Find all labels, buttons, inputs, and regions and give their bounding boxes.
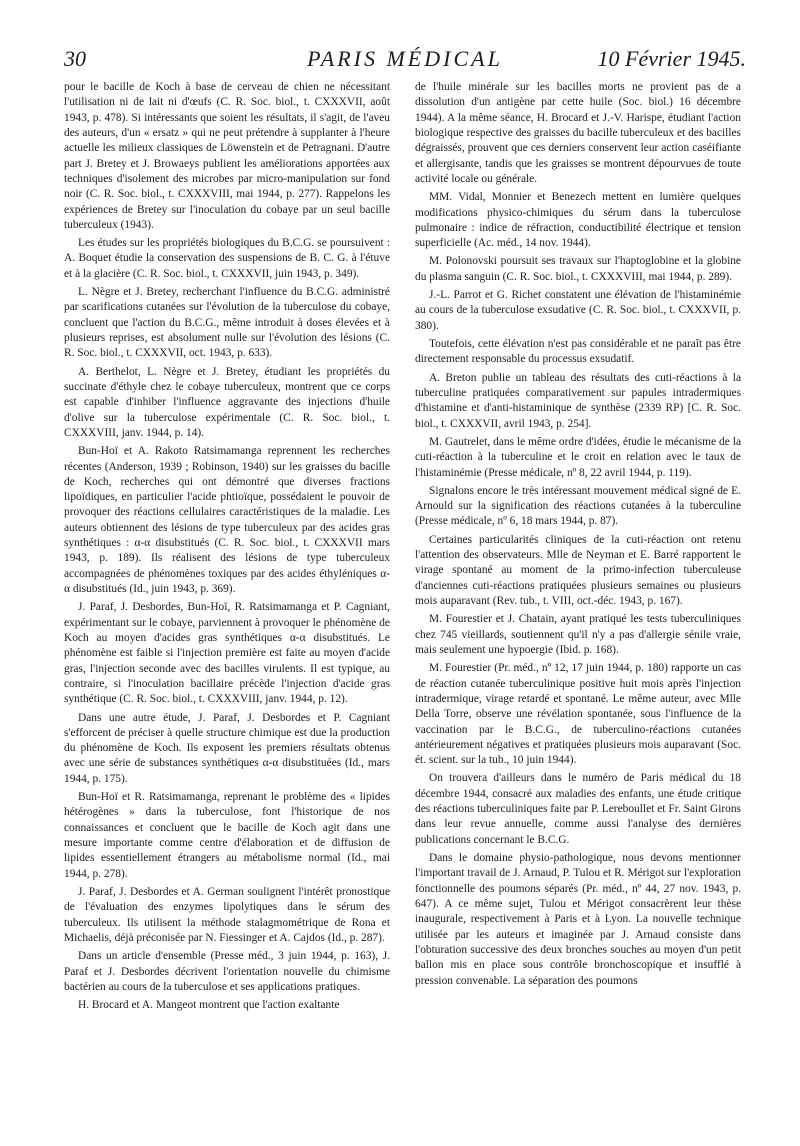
paragraph: M. Fourestier et J. Chatain, ayant pratiqué les tests tuberculiniques chez 745 vieillards, soutiennent qu'il n'y a pas d'allergie sénile vraie, mais seulement une hypoergie (Ibid. p. 168). <box>415 613 741 656</box>
right-column <box>415 80 741 992</box>
page-header <box>64 46 746 80</box>
left-column <box>64 80 390 1016</box>
paragraph: M. Fourestier (Pr. méd., nº 12, 17 juin 1944, p. 180) rapporte un cas de réaction cutanée tuberculinique positive huit mois après l'injection intradermique, virage retardé et spontané. Le même auteur, avec Mlle Della Torre, observe une révélation spontanée, sous l'influence de la vaccination par le B.C.G., de tuberculino-réactions cutanées antérieurement négatives et pratiquées plusieurs mois auparavant (Soc. ét. scient. sur la tub., 10 juin 1944). <box>415 662 741 767</box>
paragraph: Bun-Hoï et A. Rakoto Ratsimamanga reprennent les recherches récentes (Anderson, 1939 ; Robinson, 1940) sur les graisses du bacille de Koch, recherches qui ont démontré que diverses fractions lipoïdiques, en particulier l'acide phtioïque, possédaient le pouvoir de provoquer des réactions cellulaires caractéristiques de la maladie. Les auteurs obtiennent des lésions de type tuberculeux par des acides gras synthétiques : α-α disubstitués (C. R. Soc. biol., t. CXXXVII mars 1943, p. 189). Ils réalisent des lésions de type tuberculeux accompagnées de phénomènes toxiques par des acides éthyléniques α-α disubstitués (Id., juin 1943, p. 369). <box>64 445 390 595</box>
paragraph: MM. Vidal, Monnier et Benezech mettent en lumière quelques modifications physico-chimiques du sérum dans la tuberculose pulmonaire : indice de réfraction, conductibilité électrique et tension superficielle (Ac. méd., 14 nov. 1944). <box>415 191 741 250</box>
paragraph: Dans un article d'ensemble (Presse méd., 3 juin 1944, p. 163), J. Paraf et J. Desbordes décrivent l'orientation nouvelle du chimisme bactérien au cours de la tuberculose et ses applications pratiques. <box>64 950 390 993</box>
journal-title: PARIS MÉDICAL <box>307 46 503 71</box>
issue-date: 10 Février 1945. <box>597 46 746 71</box>
paragraph: L. Nègre et J. Bretey, recherchant l'influence du B.C.G. administré par scarifications cutanées sur l'évolution de la tuberculose du cobaye, concluent que l'action du B.C.G., même introduit à doses élevées et à plusieurs reprises, est absolument nulle sur l'évolution des lésions (C. R. Soc. biol., t. CXXXVII, oct. 1943, p. 633). <box>64 286 390 360</box>
paragraph: J. Paraf, J. Desbordes, Bun-Hoï, R. Ratsimamanga et P. Cagniant, expérimentant sur le cobaye, parviennent à provoquer le phénomène de Koch au moyen d'acides gras synthétiques α-α disubstitués. Le phénomène est faible si l'injection première est faite au moyen d'acide gras, l'injection seconde avec des bacilles virulents. Il est typique, au contraire, si l'inoculation bacillaire précède l'injection d'acide gras synthétique (C. R. Soc. biol., t. CXXXVIII, janv. 1944, p. 12). <box>64 601 390 706</box>
paragraph: de l'huile minérale sur les bacilles morts ne provient pas de a dissolution d'un antigène par cette huile (Soc. biol.) 16 décembre 1944). A la même séance, H. Brocard et J.-V. Harispe, étudiant l'action biologique respective des graisses du bacille tuberculeux et des bacilles dégraissés, prouvent que ces derniers conservent leur action caséifiante et allergisante, tandis que les graisses se montrent dépourvues de toute activité locale ou générale. <box>415 81 741 185</box>
paragraph: M. Gautrelet, dans le même ordre d'idées, étudie le mécanisme de la cuti-réaction à la tuberculine et le croit en relation avec le taux de l'histaminémie (Presse médicale, nº 8, 22 avril 1944, p. 119). <box>415 435 741 479</box>
paragraph: Certaines particularités cliniques de la cuti-réaction ont retenu l'attention des observateurs. Mlle de Neyman et E. Barré rapportent le virage spontané au moment de la primo-infection tuberculeuse d'anciennes cuti-réactions pratiquées plusieurs semaines ou plusieurs mois auparavant (Rev. tub., t. VIII, oct.-déc. 1943, p. 167). <box>415 533 741 607</box>
paragraph: J.-L. Parrot et G. Richet constatent une élévation de l'histaminémie au cours de la tuberculose exsudative (C. R. Soc. biol., t. CXXXVII, p. 380). <box>415 289 741 332</box>
paragraph: A. Berthelot, L. Nègre et J. Bretey, étudiant les propriétés du succinate d'éthyle chez le cobaye tuberculeux, montrent que ce corps est capable d'inhiber l'influence aggravante des injections d'huile d'olive sur la tuberculose expérimentale (C. R. Soc. biol., t. CXXXVIII, janv. 1944, p. 14). <box>64 365 390 439</box>
paragraph: Toutefois, cette élévation n'est pas considérable et ne paraît pas être directement responsable du processus exsudatif. <box>415 338 741 366</box>
paragraph: Dans une autre étude, J. Paraf, J. Desbordes et P. Cagniant s'efforcent de préciser à quelle structure chimique est due la production du phénomène de Koch. Ils exposent les premiers résultats obtenus avec une série de substances synthétiques α-α disubstituées (Id., mars 1944, p. 175). <box>64 711 390 785</box>
paragraph: Bun-Hoï et R. Ratsimamanga, reprenant le problème des « lipides hétérogènes » dans la tuberculose, font l'historique de nos connaissances et concluent que le bacille de Koch agit dans une mesure importante comme centre d'élaboration et de diffusion de lipides essentiellement étrangers au métabolisme normal (Id., mai 1944, p. 278). <box>64 791 390 880</box>
paragraph: J. Paraf, J. Desbordes et A. German soulignent l'intérêt pronostique de l'évaluation des enzymes lipolytiques dans le sérum des tuberculeux. Ils utilisent la méthode stalagmométrique de Rona et Michaelis, déjà préconisée par N. Fiessinger et A. Cajdos (Id., p. 287). <box>64 885 390 944</box>
paragraph: H. Brocard et A. Mangeot montrent que l'action exaltante <box>78 999 340 1012</box>
paragraph: Signalons encore le très intéressant mouvement médical signé de E. Arnould sur la signification des réactions cutanées à la tuberculine (Presse médicale, nº 6, 18 mars 1944, p. 87). <box>415 484 741 528</box>
page-number: 30 <box>64 46 86 71</box>
paragraph: pour le bacille de Koch à base de cerveau de chien ne nécessitant l'utilisation ni de lait ni d'œufs (C. R. Soc. biol., t. CXXXVII, août 1943, p. 478). Si intéressants que soient les résultats, il s'agit, de l'aveu des auteurs, d'un « ersatz » qui ne peut prétendre à supplanter à l'heure actuelle les milieux classiques de Löwenstein et de Petragnani. D'autre part J. Bretey et J. Browaeys publient les améliorations apportées aux techniques d'isolement des microbes par micro-manipulation sur fond noir (C. R. Soc. biol., t. CXXXVIII, mai 1944, p. 277). Rappelons les expériences de Bretey sur l'inoculation du cobaye par un seul bacille tuberculeux (1943). <box>64 81 390 231</box>
paragraph: Dans le domaine physio-pathologique, nous devons mentionner l'important travail de J. Arnaud, P. Tulou et R. Mérigot sur l'exploration fonctionnelle des poumons séparés (Pr. méd., nº 44, 27 nov. 1943, p. 647). A ce même sujet, Tulou et Mérigot consacrèrent leur thèse inaugurale, respectivement à Paris et à Lyon. La nouvelle technique utilisée par les auteurs et imaginée par J. Arnaud consiste dans l'obturation successive des deux bronches souches au moyen d'un petit ballon mis en place sous contrôle bronchoscopique et insufflé à pression convenable. La séparation des poumons <box>415 852 741 987</box>
paragraph: A. Breton publie un tableau des résultats des cuti-réactions à la tuberculine pratiquées comparativement sur papules intradermiques d'histamine et d'anti-histaminique de synthèse (2339 RP) [C. R. Soc. biol., t. CXXXVII, avril 1943, p. 254]. <box>415 371 741 430</box>
paragraph: M. Polonovski poursuit ses travaux sur l'haptoglobine et la globine du plasma sanguin (C. R. Soc. biol., t. CXXXVIII, mai 1944, p. 289). <box>415 255 741 283</box>
paragraph: Les études sur les propriétés biologiques du B.C.G. se poursuivent : A. Boquet étudie la conservation des suspensions de B. C. G. à l'étuve et à la glacière (C. R. Soc. biol., t. CXXXVII, juin 1943, p. 349). <box>64 237 390 280</box>
paragraph: On trouvera d'ailleurs dans le numéro de Paris médical du 18 décembre 1944, consacré aux maladies des enfants, une étude critique des réactions tuberculiniques faite par P. Lereboullet et Fr. Saint Girons dans leur revue annuelle, comme aussi l'analyse des dernières publications concernant le B.C.G. <box>415 772 741 846</box>
